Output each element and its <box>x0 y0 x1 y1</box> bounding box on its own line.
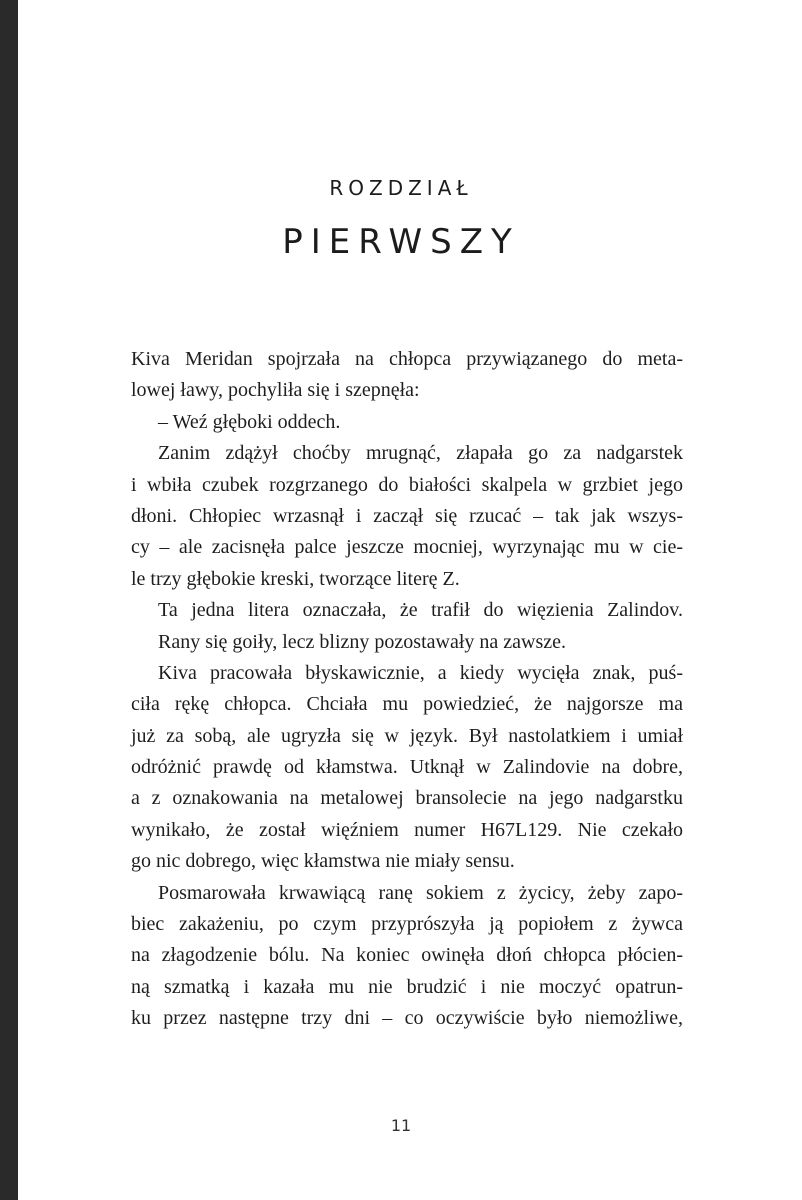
text-line: Kiva Meridan spojrzała na chłopca przywiązanego do meta- <box>131 348 683 370</box>
text-line: i wbiła czubek rozgrzanego do białości skalpela w grzbiet jego <box>131 473 683 496</box>
chapter-label: ROZDZIAŁ <box>329 176 473 200</box>
text-line: wynikało, że został więźniem numer H67L129. Nie czekało <box>131 818 683 841</box>
text-line: ciła rękę chłopca. Chciała mu powiedzieć, że najgorsze ma <box>131 693 683 716</box>
text-line: na złagodzenie bólu. Na koniec owinęła dłoń chłopca płócien- <box>131 944 683 967</box>
text-line: go nic dobrego, więc kłamstwa nie miały sensu. <box>131 850 515 873</box>
text-line: odróżnić prawdę od kłamstwa. Utknął w Zalindovie na dobre, <box>131 756 683 779</box>
chapter-title: PIERWSZY <box>282 222 520 262</box>
text-line: lowej ławy, pochyliła się i szepnęła: <box>131 379 420 402</box>
text-line: dłoni. Chłopiec wrzasnął i zaczął się rzucać – tak jak wszys- <box>131 504 683 527</box>
text-line: już za sobą, ale ugryzła się w język. Był nastolatkiem i umiał <box>131 724 683 747</box>
text-line: a z oznakowania na metalowej bransolecie na jego nadgarstku <box>131 787 683 810</box>
text-line: ną szmatką i kazała mu nie brudzić i nie moczyć opatrun- <box>131 975 683 998</box>
text-line: Zanim zdążył choćby mrugnąć, złapała go za nadgarstek <box>158 442 683 465</box>
text-line: cy – ale zacisnęła palce jeszcze mocniej, wyrzynając mu w cie- <box>131 536 683 559</box>
text-line: ku przez następne trzy dni – co oczywiście było niemożliwe, <box>131 1007 683 1030</box>
text-line: Kiva pracowała błyskawicznie, a kiedy wycięła znak, puś- <box>158 661 683 684</box>
text-line: Posmarowała krwawiącą ranę sokiem z życicy, żeby zapo- <box>158 881 683 904</box>
text-line: Ta jedna litera oznaczała, że trafił do więzienia Zalindov. <box>158 599 683 622</box>
page-number: 11 <box>390 1116 412 1135</box>
text-line: Rany się goiły, lecz blizny pozostawały na zawsze. <box>158 630 567 653</box>
chapter-body <box>131 344 683 1035</box>
text-line: – Weź głęboki oddech. <box>158 410 341 433</box>
text-line: biec zakażeniu, po czym przyprószyła ją popiołem z żywca <box>131 913 683 936</box>
text-line: le trzy głębokie kreski, tworzące literę Z. <box>131 567 460 590</box>
